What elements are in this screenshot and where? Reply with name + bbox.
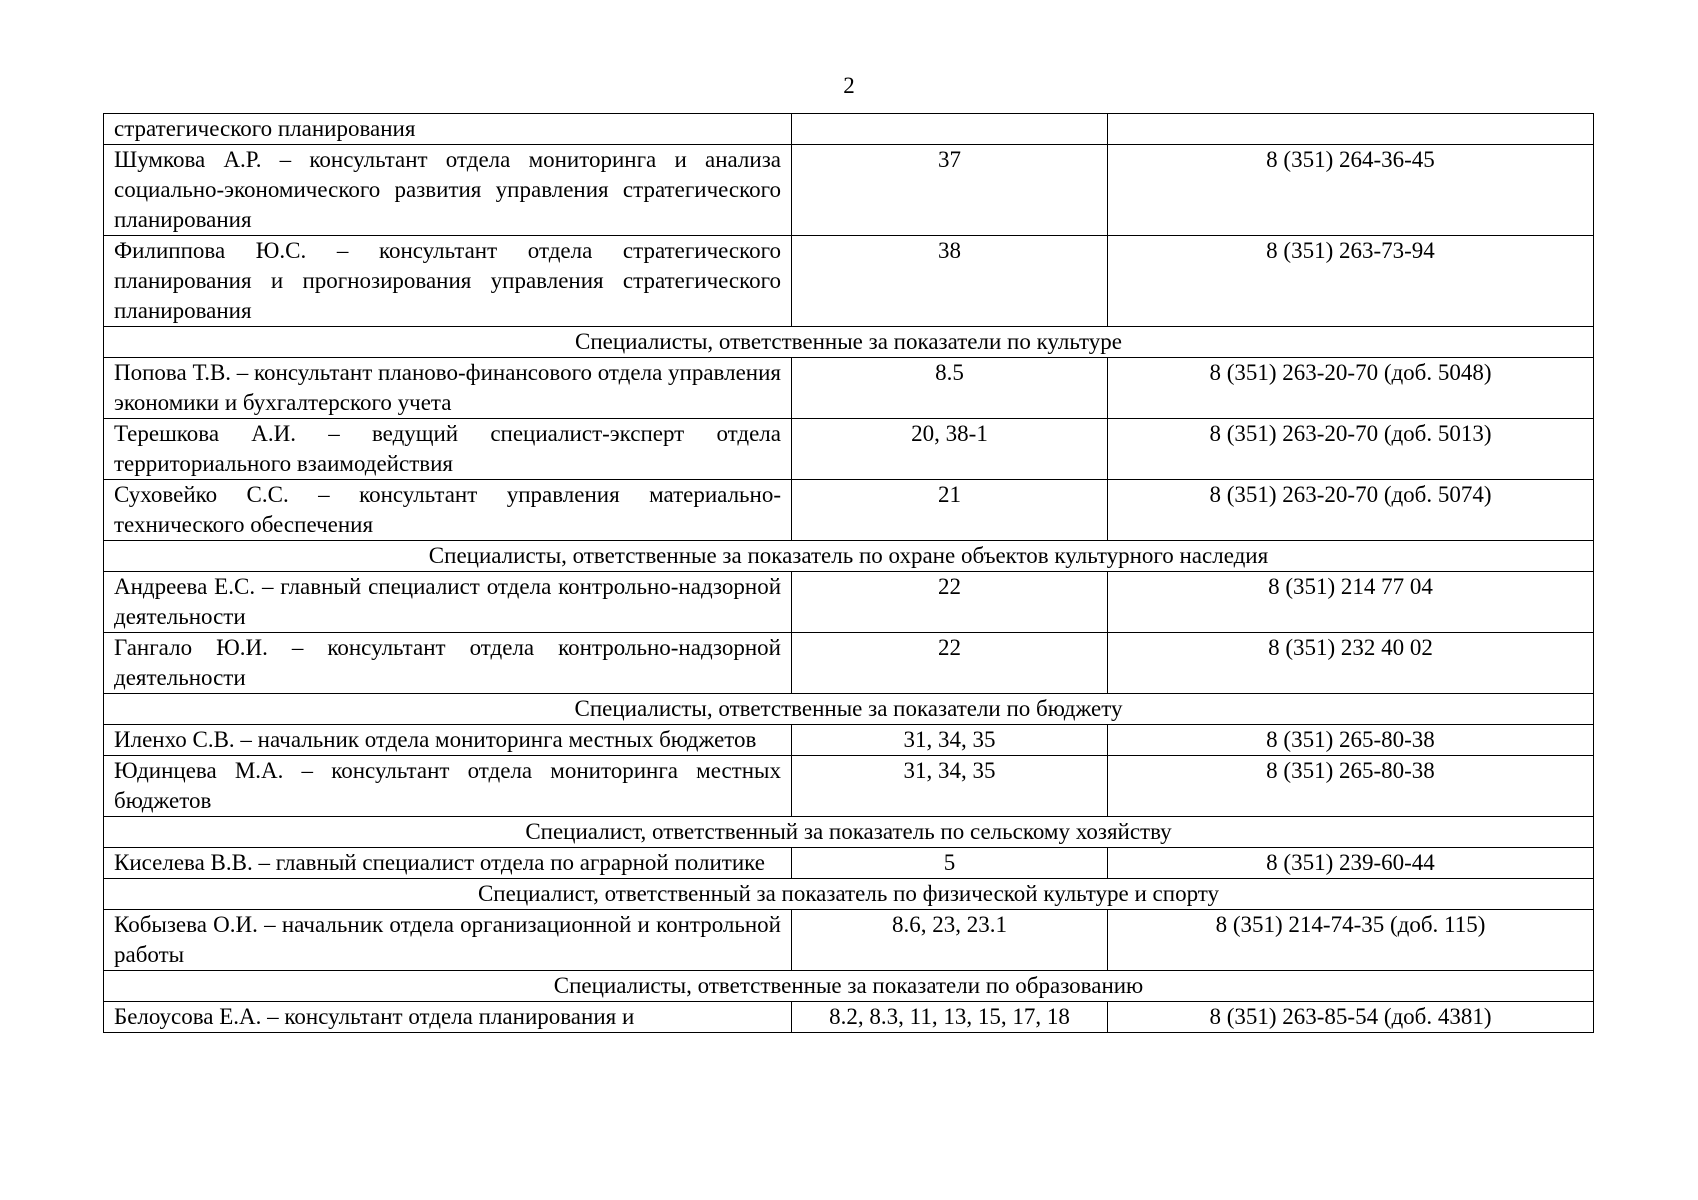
specialist-cell: Филиппова Ю.С. – консультант отдела стратегического планирования и прогнозирования управления стратегического планирования: [104, 236, 792, 327]
table-row: [104, 358, 1594, 419]
indicator-numbers-cell: 8.6, 23, 23.1: [792, 910, 1108, 971]
specialist-cell: Андреева Е.С. – главный специалист отдела контрольно-надзорной деятельности: [104, 572, 792, 633]
section-title: Специалисты, ответственные за показатели по культуре: [104, 327, 1594, 358]
table-row: [104, 848, 1594, 879]
phone-cell: 8 (351) 265-80-38: [1108, 725, 1594, 756]
specialist-cell: стратегического планирования: [104, 114, 792, 145]
table-row: [104, 756, 1594, 817]
phone-cell: [1108, 114, 1594, 145]
table-row: [104, 419, 1594, 480]
section-header-row: [104, 327, 1594, 358]
section-header-row: [104, 541, 1594, 572]
specialist-cell: Киселева В.В. – главный специалист отдела по аграрной политике: [104, 848, 792, 879]
section-header-row: [104, 817, 1594, 848]
specialist-cell: Кобызева О.И. – начальник отдела организационной и контрольной работы: [104, 910, 792, 971]
indicator-numbers-cell: 20, 38-1: [792, 419, 1108, 480]
specialist-cell: Иленхо С.В. – начальник отдела мониторинга местных бюджетов: [104, 725, 792, 756]
phone-cell: 8 (351) 263-20-70 (доб. 5013): [1108, 419, 1594, 480]
phone-cell: 8 (351) 265-80-38: [1108, 756, 1594, 817]
table-row: [104, 1002, 1594, 1033]
phone-cell: 8 (351) 264-36-45: [1108, 145, 1594, 236]
specialist-cell: Гангало Ю.И. – консультант отдела контрольно-надзорной деятельности: [104, 633, 792, 694]
indicator-numbers-cell: [792, 114, 1108, 145]
phone-cell: 8 (351) 239-60-44: [1108, 848, 1594, 879]
table-row: [104, 114, 1594, 145]
table-row: [104, 572, 1594, 633]
phone-cell: 8 (351) 263-20-70 (доб. 5048): [1108, 358, 1594, 419]
section-header-row: [104, 971, 1594, 1002]
section-title: Специалисты, ответственные за показатель по охране объектов культурного наследия: [104, 541, 1594, 572]
indicator-numbers-cell: 22: [792, 633, 1108, 694]
specialist-cell: Юдинцева М.А. – консультант отдела мониторинга местных бюджетов: [104, 756, 792, 817]
phone-cell: 8 (351) 214-74-35 (доб. 115): [1108, 910, 1594, 971]
section-header-row: [104, 879, 1594, 910]
indicator-numbers-cell: 5: [792, 848, 1108, 879]
page-number: 2: [843, 73, 855, 98]
indicator-numbers-cell: 37: [792, 145, 1108, 236]
section-title: Специалист, ответственный за показатель по сельскому хозяйству: [104, 817, 1594, 848]
table-row: [104, 633, 1594, 694]
table-body: [104, 114, 1594, 1033]
specialist-cell: Терешкова А.И. – ведущий специалист-эксперт отдела территориального взаимодействия: [104, 419, 792, 480]
indicator-numbers-cell: 8.2, 8.3, 11, 13, 15, 17, 18: [792, 1002, 1108, 1033]
phone-cell: 8 (351) 214 77 04: [1108, 572, 1594, 633]
indicator-numbers-cell: 21: [792, 480, 1108, 541]
specialist-cell: Белоусова Е.А. – консультант отдела планирования и: [104, 1002, 792, 1033]
indicator-numbers-cell: 31, 34, 35: [792, 756, 1108, 817]
specialist-cell: Суховейко С.С. – консультант управления материально-технического обеспечения: [104, 480, 792, 541]
table-row: [104, 725, 1594, 756]
table-row: [104, 480, 1594, 541]
specialists-table: [103, 113, 1594, 1033]
section-title: Специалист, ответственный за показатель по физической культуре и спорту: [104, 879, 1594, 910]
indicator-numbers-cell: 22: [792, 572, 1108, 633]
phone-cell: 8 (351) 263-73-94: [1108, 236, 1594, 327]
section-title: Специалисты, ответственные за показатели по образованию: [104, 971, 1594, 1002]
indicator-numbers-cell: 38: [792, 236, 1108, 327]
section-title: Специалисты, ответственные за показатели по бюджету: [104, 694, 1594, 725]
specialist-cell: Попова Т.В. – консультант планово-финансового отдела управления экономики и бухгалтерского учета: [104, 358, 792, 419]
phone-cell: 8 (351) 232 40 02: [1108, 633, 1594, 694]
table-row: [104, 910, 1594, 971]
phone-cell: 8 (351) 263-85-54 (доб. 4381): [1108, 1002, 1594, 1033]
indicator-numbers-cell: 31, 34, 35: [792, 725, 1108, 756]
table-row: [104, 145, 1594, 236]
specialist-cell: Шумкова А.Р. – консультант отдела мониторинга и анализа социально-экономического развития управления стратегического планирования: [104, 145, 792, 236]
phone-cell: 8 (351) 263-20-70 (доб. 5074): [1108, 480, 1594, 541]
indicator-numbers-cell: 8.5: [792, 358, 1108, 419]
section-header-row: [104, 694, 1594, 725]
table-row: [104, 236, 1594, 327]
